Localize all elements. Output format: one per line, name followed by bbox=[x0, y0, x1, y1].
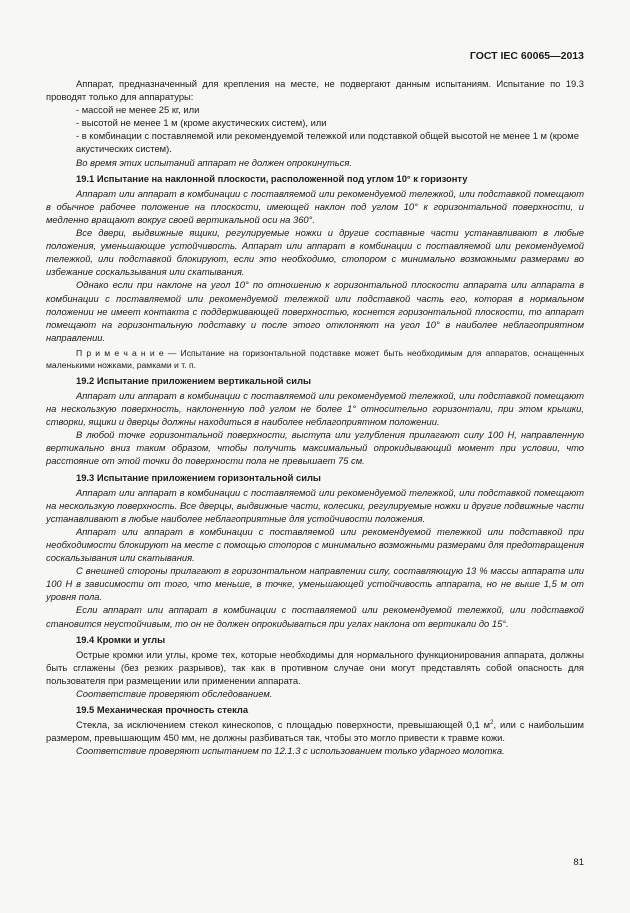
paragraph: Аппарат или аппарат в комбинации с поставляемой или рекомендуемой тележкой, или подставкой помещают в обычное рабочее положение на плоскости, имеющей наклон под углом 10° к горизонтальной поверхности, и медленно вращают вокруг своей вертикальной оси на 360°. bbox=[46, 187, 584, 225]
section-heading-19-2: 19.2 Испытание приложением вертикальной силы bbox=[76, 374, 312, 386]
paragraph: Острые кромки или углы, кроме тех, которые необходимы для нормального функционирования аппарата, должны быть сглажены (без резких разрывов), так как в противном случае они могут представлять собой опасность для пользователя при размещении или применении аппарата. bbox=[46, 648, 584, 686]
paragraph bbox=[46, 718, 584, 744]
paragraph: Если аппарат или аппарат в комбинации с поставляемой или рекомендуемой тележкой, или подставкой становится неустойчивым, то он не должен опрокидываться при углах наклона от вертикали до 15°. bbox=[46, 604, 584, 629]
note-label: П р и м е ч а н и е bbox=[76, 347, 164, 358]
text-segment: , или с наибольшим размером, превышающим 450 мм, не должны разбиваться так, чтобы это могло привести к травме кожи. bbox=[46, 719, 584, 744]
paragraph: Аппарат или аппарат в комбинации с поставляемой или рекомендуемой тележкой или подставкой при необходимости блокируют на месте с помощью стопоров с минимально возможными размерами для предотвращения соскальзывания или скатывания. bbox=[46, 525, 584, 564]
document-body bbox=[46, 77, 584, 758]
standard-header: ГОСТ IEC 60065—2013 bbox=[469, 50, 584, 62]
paragraph: Соответствие проверяют обследованием. bbox=[76, 688, 273, 700]
list-item: - массой не менее 25 кг, или bbox=[76, 104, 200, 116]
paragraph: Все двери, выдвижные ящики, регулируемые ножки и другие составные части устанавливают в любые положения, уменьшающие устойчивость. Аппарат или аппарат в комбинации с поставляемой или рекомендуемой тележкой, или подставкой блокируют, если это необходимо, стопором с минимально возможными размерами во избежание соскальзывания или скатывания. bbox=[46, 227, 584, 278]
list-item: - высотой не менее 1 м (кроме акустических систем), или bbox=[76, 117, 327, 129]
list-item: - в комбинации с поставляемой или рекомендуемой тележкой или подставкой общей высотой не менее 1 м (кроме акустических систем). bbox=[76, 130, 579, 155]
intro-paragraph: Аппарат, предназначенный для крепления на месте, не подвергают данным испытаниям. Испытание по 19.3 проводят только для аппаратуры: bbox=[46, 78, 584, 103]
paragraph: С внешней стороны прилагают в горизонтальном направлении силу, составляющую 13 % массы аппарата или 100 Н в зависимости от того, что меньше, в точке, уменьшающей устойчивость аппарата, но не выше 1,5 м от уровня пола. bbox=[46, 565, 584, 603]
paragraph: Аппарат или аппарат в комбинации с поставляемой или рекомендуемой тележкой, или подставкой помещают на нескользкую поверхность. Все дверцы, выдвижные части, колесики, регулируемые ножки и другие подвижные части устанавливают в любые наиболее неблагоприятные для устойчивости положения. bbox=[46, 486, 584, 524]
page-number: 81 bbox=[573, 857, 584, 868]
paragraph: Соответствие проверяют испытанием по 12.1.3 с использованием только ударного молотка. bbox=[76, 745, 505, 757]
text-segment: Стекла, за исключением стекол кинескопов, с площадью поверхности, превышающей 0,1 м bbox=[76, 719, 491, 731]
superscript: 2 bbox=[490, 720, 494, 727]
paragraph: Однако если при наклоне на угол 10° по отношению к горизонтальной плоскости аппарата или аппарата в комбинации с поставляемой или рекомендуемой тележкой или подставкой часть его, которая в нормальном положении не имеет контакта с поддерживающей поверхностью, коснется горизонтальной плоскости, то аппарат помещают на горизонтальную подставку и после этого отклоняют на угол 10° в наиболее неблагоприятном направлении. bbox=[46, 279, 584, 343]
intro-requirement: Во время этих испытаний аппарат не должен опрокинуться. bbox=[76, 156, 353, 168]
paragraph: В любой точке горизонтальной поверхности, выступа или углубления прилагают силу 100 Н, направленную вертикально вниз таким образом, чтобы получить максимальный опрокидывающий момент при условии, что расстояние от этой точки до поверхности пола не превышает 75 см. bbox=[46, 429, 584, 467]
section-heading-19-4: 19.4 Кромки и углы bbox=[76, 633, 166, 645]
note bbox=[46, 347, 584, 371]
paragraph: Аппарат или аппарат в комбинации с поставляемой или рекомендуемой тележкой, или подставкой помещают на нескользкую поверхность, наклоненную под углом не более 1° относительно горизонтали, при этом крышки, створки, ящики и дверцы должны находиться в наиболее неблагоприятном положении. bbox=[46, 389, 584, 428]
note-text: — Испытание на горизонтальной подставке может быть необходимым для аппаратов, оснащенных маленькими ножками, рамками и т. п. bbox=[46, 347, 585, 370]
section-heading-19-1: 19.1 Испытание на наклонной плоскости, расположенной под углом 10° к горизонту bbox=[76, 172, 468, 184]
section-heading-19-5: 19.5 Механическая прочность стекла bbox=[76, 704, 249, 716]
section-heading-19-3: 19.3 Испытание приложением горизонтальной силы bbox=[76, 471, 321, 483]
